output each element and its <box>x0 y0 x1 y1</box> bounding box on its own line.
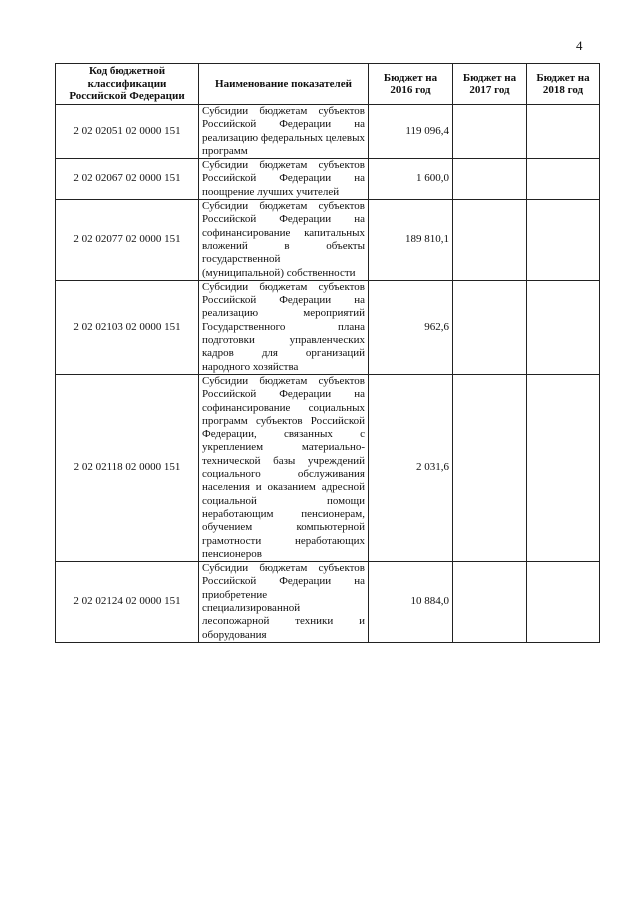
row-budget-2017 <box>453 280 527 374</box>
header-budget-2017: Бюджет на 2017 год <box>453 64 527 105</box>
row-name: Субсидии бюджетам субъектов Российской Федерации на приобретение специализированной лесопожарной техники и оборудования <box>199 562 369 643</box>
row-budget-2016: 10 884,0 <box>369 562 453 643</box>
row-code: 2 02 02051 02 0000 151 <box>56 105 199 159</box>
row-budget-2016: 962,6 <box>369 280 453 374</box>
row-name: Субсидии бюджетам субъектов Российской Федерации на софинансирование капитальных вложений в объекты государственной (муниципальной) собственности <box>199 200 369 281</box>
header-budget-2018: Бюджет на 2018 год <box>527 64 600 105</box>
row-name: Субсидии бюджетам субъектов Российской Федерации на софинансирование социальных программ субъектов Российской Федерации, связанных с укреплением материально-технической базы учреждений социального обслуживания населения и оказанием адресной социальной помощи неработающим пенсионерам, обучением компьютерной грамотности неработающих пенсионеров <box>199 374 369 561</box>
row-name: Субсидии бюджетам субъектов Российской Федерации на реализацию мероприятий Государственного плана подготовки управленческих кадров для организаций народного хозяйства <box>199 280 369 374</box>
page-number: 4 <box>576 38 583 53</box>
row-budget-2017 <box>453 105 527 159</box>
table-row <box>56 105 600 159</box>
table-row <box>56 374 600 561</box>
budget-table <box>55 63 600 643</box>
row-budget-2018 <box>527 159 600 200</box>
row-budget-2016: 1 600,0 <box>369 159 453 200</box>
row-budget-2018 <box>527 200 600 281</box>
row-budget-2016: 119 096,4 <box>369 105 453 159</box>
row-budget-2018 <box>527 374 600 561</box>
row-code: 2 02 02124 02 0000 151 <box>56 562 199 643</box>
row-budget-2017 <box>453 374 527 561</box>
row-budget-2018 <box>527 280 600 374</box>
row-budget-2018 <box>527 562 600 643</box>
row-code: 2 02 02118 02 0000 151 <box>56 374 199 561</box>
row-budget-2016: 2 031,6 <box>369 374 453 561</box>
row-name: Субсидии бюджетам субъектов Российской Федерации на реализацию федеральных целевых программ <box>199 105 369 159</box>
header-code: Код бюджетной классификации Российской Федерации <box>56 64 199 105</box>
table-row <box>56 159 600 200</box>
row-code: 2 02 02067 02 0000 151 <box>56 159 199 200</box>
row-budget-2017 <box>453 159 527 200</box>
row-budget-2017 <box>453 562 527 643</box>
row-budget-2017 <box>453 200 527 281</box>
table-row <box>56 562 600 643</box>
row-code: 2 02 02103 02 0000 151 <box>56 280 199 374</box>
row-budget-2016: 189 810,1 <box>369 200 453 281</box>
table-header-row <box>56 64 600 105</box>
row-budget-2018 <box>527 105 600 159</box>
row-name: Субсидии бюджетам субъектов Российской Федерации на поощрение лучших учителей <box>199 159 369 200</box>
table-row <box>56 280 600 374</box>
header-budget-2016: Бюджет на 2016 год <box>369 64 453 105</box>
table-row <box>56 200 600 281</box>
header-name: Наименование показателей <box>199 64 369 105</box>
row-code: 2 02 02077 02 0000 151 <box>56 200 199 281</box>
